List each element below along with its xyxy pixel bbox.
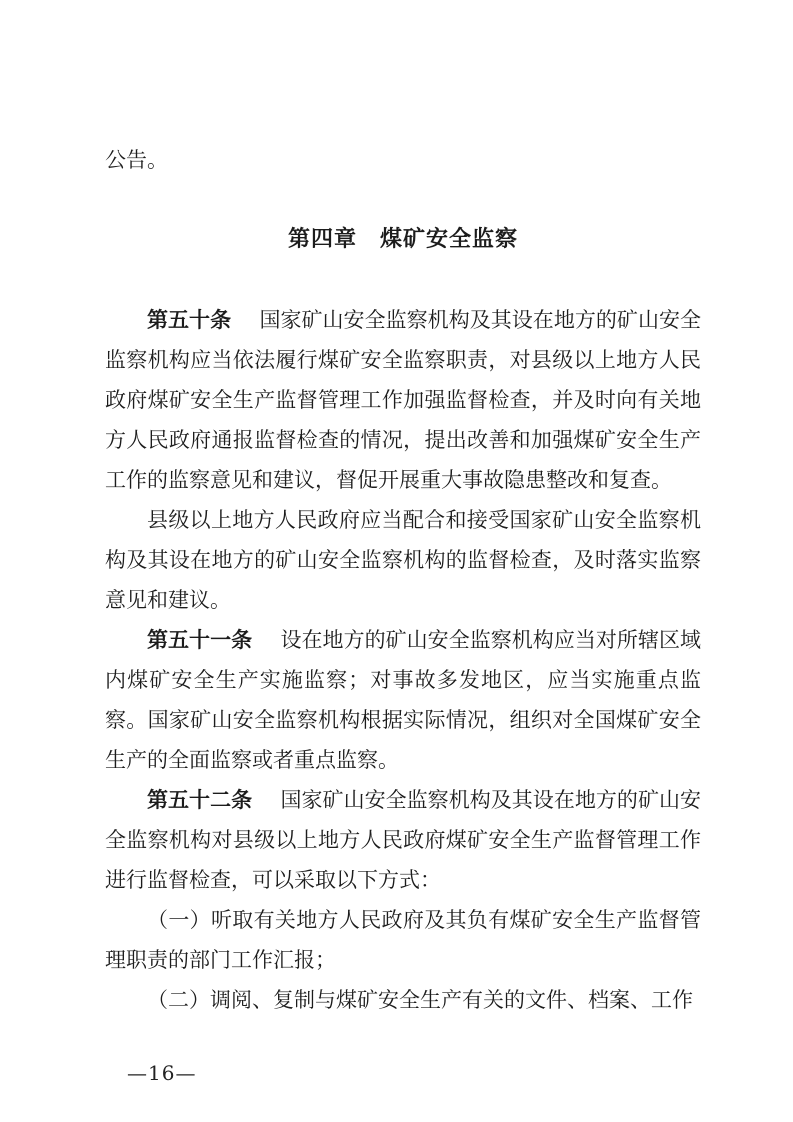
- article-51-number: 第五十一条: [147, 628, 253, 652]
- paragraph-item-1: （一）听取有关地方人民政府及其负有煤矿安全生产监督管理职责的部门工作汇报；: [105, 908, 701, 972]
- article-51-text: 设在地方的矿山安全监察机构应当对所辖区域内煤矿安全生产实施监察；对事故多发地区，应当实施重点监察。国家矿山安全监察机构根据实际情况，组织对全国煤矿安全生产的全面监察或者重点监察。: [105, 628, 702, 772]
- text-block: [105, 140, 701, 1020]
- chapter-heading: 第四章 煤矿安全监察: [287, 227, 518, 252]
- article-50-text: 国家矿山安全监察机构及其设在地方的矿山安全监察机构应当依法履行煤矿安全监察职责，对县级以上地方人民政府煤矿安全生产监督管理工作加强监督检查，并及时向有关地方人民政府通报监督检查的情况，提出改善和加强煤矿安全生产工作的监察意见和建议，督促开展重大事故隐患整改和复查。: [105, 308, 701, 492]
- paragraph-local-government-duty: 县级以上地方人民政府应当配合和接受国家矿山安全监察机构及其设在地方的矿山安全监察机构的监督检查，及时落实监察意见和建议。: [105, 508, 701, 612]
- article-52-number: 第五十二条: [147, 788, 253, 812]
- paragraph-item-2: （二）调阅、复制与煤矿安全生产有关的文件、档案、工作: [147, 988, 693, 1012]
- article-52-text: 国家矿山安全监察机构及其设在地方的矿山安全监察机构对县级以上地方人民政府煤矿安全生产监督管理工作进行监督检查，可以采取以下方式：: [105, 788, 702, 892]
- continuation-paragraph: 公告。: [105, 148, 168, 172]
- page-number: —16—: [127, 1061, 197, 1085]
- paragraph-article-52: [105, 780, 701, 900]
- paragraph-article-50: [105, 300, 701, 500]
- paragraph-article-51: [105, 620, 701, 780]
- article-50-number: 第五十条: [147, 308, 232, 332]
